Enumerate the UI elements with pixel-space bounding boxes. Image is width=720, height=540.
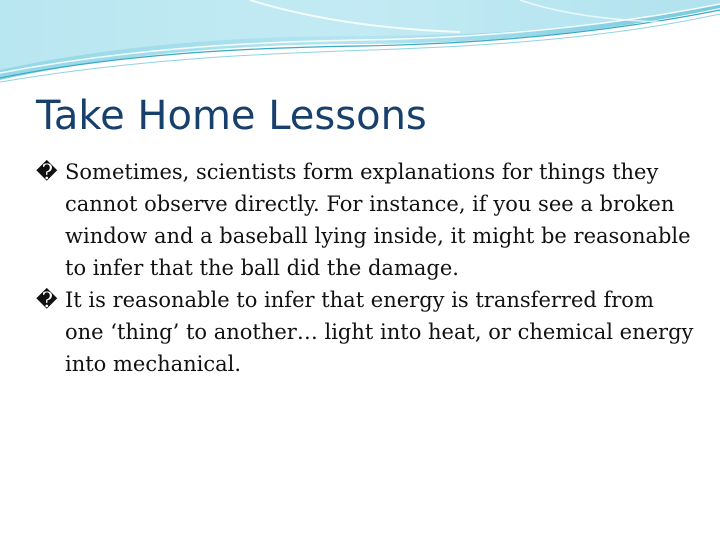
- bullet-marker-icon: �: [36, 160, 58, 184]
- slide-title: Take Home Lessons: [36, 93, 427, 139]
- bullet-item: [36, 156, 696, 284]
- bullet-text: It is reasonable to infer that energy is transferred from one ‘thing’ to another… light into heat, or chemical energy into mechanical.: [65, 288, 694, 376]
- bullet-item: [36, 284, 696, 380]
- bullet-list: [36, 156, 696, 380]
- bullet-text: Sometimes, scientists form explanations for things they cannot observe directly. For instance, if you see a broken window and a baseball lying inside, it might be reasonable to infer that the ball did the damage.: [65, 160, 691, 280]
- bullet-marker-icon: �: [36, 288, 58, 312]
- header-wave-decoration: [0, 0, 720, 90]
